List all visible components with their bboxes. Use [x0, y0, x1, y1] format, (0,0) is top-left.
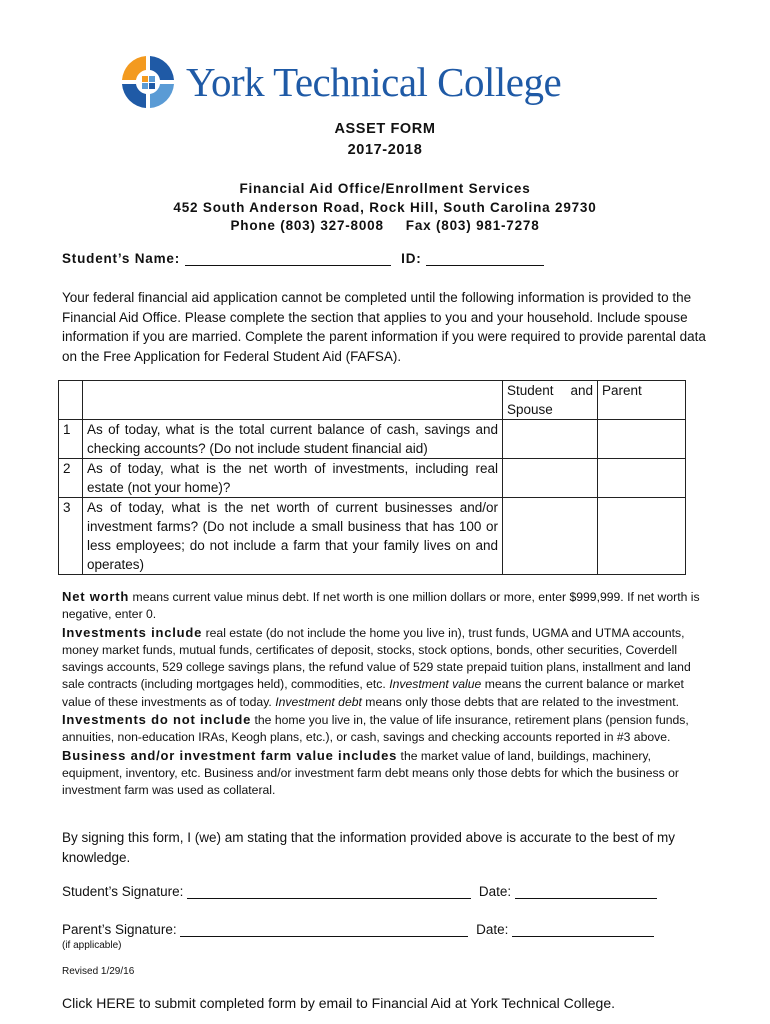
asset-table	[58, 380, 686, 575]
investments-include-definition	[62, 624, 702, 711]
parent-signature-label: Parent’s Signature:	[62, 922, 177, 937]
form-title: ASSET FORM	[334, 121, 436, 137]
signing-statement: By signing this form, I (we) am stating that the information provided above is accurate to the best of my knowledge.	[62, 830, 676, 865]
student-name-label: Student’s Name:	[62, 251, 181, 266]
student-signature-field[interactable]	[187, 884, 471, 899]
student-spouse-answer-cell[interactable]	[503, 498, 598, 575]
office-address: 452 South Anderson Road, Rock Hill, South Carolina 29730	[173, 200, 597, 215]
parent-answer-cell[interactable]	[598, 420, 686, 459]
student-date-label: Date:	[478, 884, 512, 899]
student-spouse-answer-cell[interactable]	[503, 459, 598, 498]
submit-email-link[interactable]: Click HERE to submit completed form by email to Financial Aid at York Technical College.	[62, 995, 615, 1011]
header-and-word: and	[570, 383, 593, 398]
table-row	[59, 498, 686, 575]
college-logo	[118, 50, 561, 114]
investment-value-term: Investment value	[389, 677, 482, 692]
row-number: 1	[59, 420, 83, 459]
logo-text: York Technical College	[186, 58, 562, 105]
header-question-cell	[83, 381, 503, 420]
business-term: Business and/or investment farm value includes	[62, 747, 398, 763]
student-spouse-answer-cell[interactable]	[503, 420, 598, 459]
row-number: 2	[59, 459, 83, 498]
investments-include-text: real estate (do not include the home you live in), trust funds, UGMA and UTMA accounts, money market funds, mutual funds, certificates of deposit, stocks, stock options, bonds, other securities, Coverdell savings accounts, 529 college savings plans, the refund value of 529 state prepaid tuition plans, installment and land sale contracts (including mortgages held), commodities, etc.	[62, 625, 691, 692]
office-contact	[0, 218, 770, 233]
investment-debt-term: Investment debt	[275, 694, 362, 709]
net-worth-definition	[62, 588, 702, 624]
investments-exclude-term: Investments do not include	[62, 712, 252, 728]
header-num-cell	[59, 381, 83, 420]
row-question: As of today, what is the total current balance of cash, savings and checking accounts? (Do not include student financial aid)	[83, 420, 503, 459]
row-question: As of today, what is the net worth of investments, including real estate (not your home)?	[83, 459, 503, 498]
table-header-row	[59, 381, 686, 420]
parent-date-field[interactable]	[512, 922, 654, 937]
table-row	[59, 420, 686, 459]
office-name: Financial Aid Office/Enrollment Services	[239, 181, 531, 196]
business-text: the market value of land, buildings, machinery, equipment, inventory, etc. Business and/or investment farm debt means only those debts for which the business or investment farm was used as collateral.	[62, 748, 679, 798]
parent-answer-cell[interactable]	[598, 498, 686, 575]
student-signature-row	[62, 884, 657, 899]
student-info-row	[62, 251, 544, 266]
student-date-field[interactable]	[515, 884, 657, 899]
table-row	[59, 459, 686, 498]
row-number: 3	[59, 498, 83, 575]
student-id-label: ID:	[401, 251, 422, 266]
definitions-section	[62, 588, 702, 800]
student-signature-label: Student’s Signature:	[62, 884, 184, 899]
parent-signature-field[interactable]	[180, 922, 468, 937]
parent-date-label: Date:	[476, 922, 509, 937]
office-fax: Fax (803) 981-7278	[405, 218, 540, 233]
form-year: 2017-2018	[347, 142, 423, 158]
intro-paragraph: Your federal financial aid application cannot be completed until the following information is provided to the Financial Aid Office. Please complete the section that applies to you and your household. Include spouse information if you are married. Complete the parent information if you were required to provide parental data on the Free Application for Federal Student Aid (FAFSA).	[62, 290, 706, 364]
student-name-field[interactable]	[185, 251, 391, 266]
investment-value-text: means the current balance or market value of these investments as of today.	[62, 677, 684, 709]
net-worth-text: means current value minus debt. If net worth is one million dollars or more, enter $999,999. If net worth is negative, enter 0.	[62, 590, 700, 622]
revised-date: Revised 1/29/16	[62, 966, 135, 977]
investments-exclude-definition	[62, 711, 702, 747]
if-applicable-note: (if applicable)	[62, 940, 122, 951]
investment-debt-text: means only those debts that are related to the investment.	[361, 694, 679, 709]
net-worth-term: Net worth	[62, 589, 130, 604]
header-parent: Parent	[598, 381, 686, 420]
logo-mark-icon	[118, 52, 178, 112]
investments-exclude-text: the home you live in, the value of life insurance, retirement plans (pension funds, annuities, non-education IRAs, Keogh plans, etc.), or cash, savings and checking accounts reported in #3 above.	[62, 713, 689, 745]
header-student-spouse	[503, 381, 598, 420]
student-id-field[interactable]	[426, 251, 544, 266]
header-spouse-word: Spouse	[507, 402, 553, 417]
parent-signature-row	[62, 922, 654, 937]
header-student-word: Student	[507, 383, 554, 398]
office-phone: Phone (803) 327-8008	[230, 218, 384, 233]
business-definition	[62, 747, 702, 800]
row-question: As of today, what is the net worth of current businesses and/or investment farms? (Do not include a small business that has 100 or less employees; do not include a farm that your family lives on and operates)	[83, 498, 503, 575]
parent-answer-cell[interactable]	[598, 459, 686, 498]
investments-include-term: Investments include	[62, 624, 203, 640]
